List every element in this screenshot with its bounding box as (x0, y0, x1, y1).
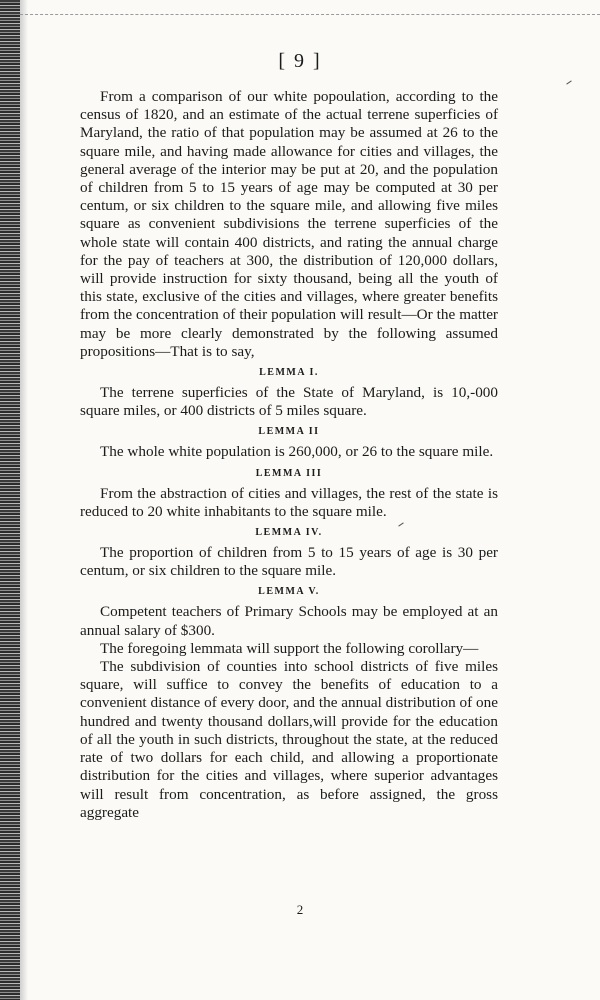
lemma-text: The terrene superficies of the State of Maryland, is 10,-000 square miles, or 400 districts of 5 miles square. (80, 384, 498, 420)
lemma-text: From the abstraction of cities and villages, the rest of the state is reduced to 20 white inhabitants to the square mile. (80, 484, 498, 520)
lemma-heading: LEMMA V. (258, 586, 320, 598)
lemma-text: The proportion of children from 5 to 15 years of age is 30 per centum, or six children to the square mile. (80, 544, 498, 580)
book-binding-edge (0, 0, 20, 1000)
page-body (80, 88, 498, 822)
lemma-heading: LEMMA I. (259, 367, 319, 379)
corollary-intro: The foregoing lemmata will support the following corollary— (100, 639, 479, 657)
lemma-heading: LEMMA III (255, 467, 323, 479)
intro-paragraph: From a comparison of our white popoulation, according to the census of 1820, and an estimate of the actual terrene superficies of Maryland, the ratio of that population may be assumed at 26 to the square mile, and having made allowance for cities and villages, the general average of the interior may be put at 20, and the population of children from 5 to 15 years of age may be computed at 30 per centum, or six children to the square mile, and allowing five miles square as convenient subdivisions the terrene superficies of the whole state will contain 400 districts, and rating the annual charge for the pay of teachers at 300, the distribution of 120,000 dollars, will provide instruction for sixty thousand, being all the youth of this state, exclusive of the cities and villages, where greater benefits from the concentration of their population will result—Or the matter may be more clearly demonstrated by the following assumed propositions—That is to say, (80, 88, 498, 360)
signature-mark: 2 (296, 902, 304, 917)
lemma-text: The whole white population is 260,000, or 26 to the square mile. (100, 443, 494, 461)
lemma-text: Competent teachers of Primary Schools may be employed at an annual salary of $300. (80, 603, 498, 639)
page-number-header: [ 9 ] (278, 50, 322, 72)
binding-shadow (20, 0, 28, 1000)
lemma-heading: LEMMA IV. (255, 527, 323, 539)
stray-mark (566, 80, 571, 84)
lemma-heading: LEMMA II (258, 426, 320, 438)
corollary-paragraph: The subdivision of counties into school districts of five miles square, will suffice to convey the benefits of education to a convenient distance of every door, and the annual distribution of one hundred and twenty thousand dollars,will provide for the education of all the youth in such districts, throughout the state, at the reduced rate of two dollars for each child, and allowing a proportionate distribution for the cities and villages, where superior advantages will result from concentration, as before assigned, the gross aggregate (80, 658, 498, 821)
page-top-edge (20, 14, 600, 16)
